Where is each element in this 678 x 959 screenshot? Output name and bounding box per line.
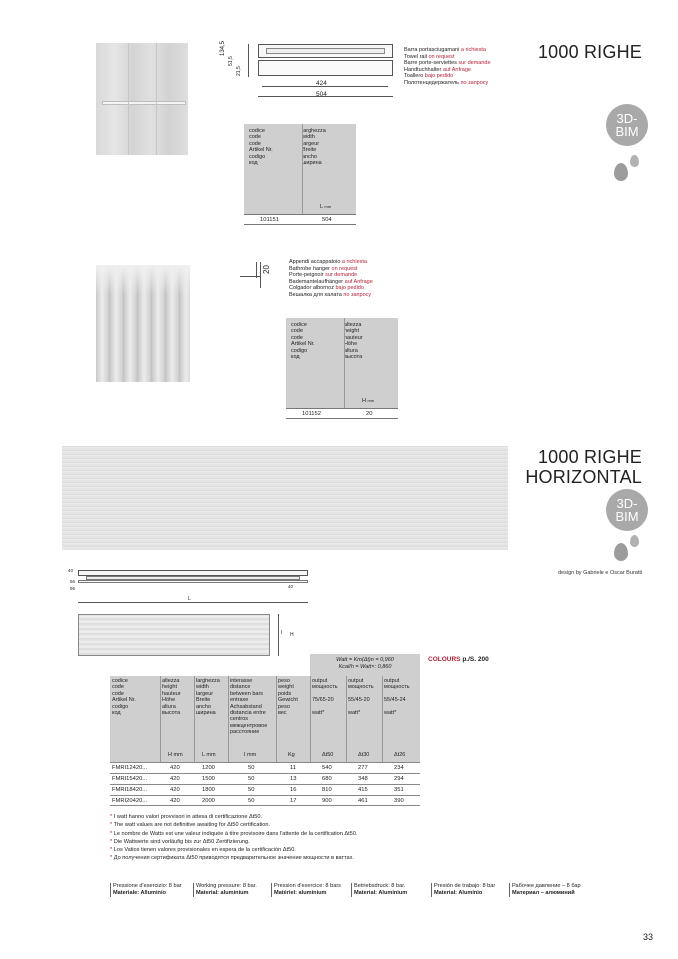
table-row: FMRI20420... 420 2000 50 17 900 461 390 bbox=[110, 795, 420, 806]
table-row: FMRI18420... 420 1800 50 16 810 415 351 bbox=[110, 784, 420, 795]
water-drop-small-icon bbox=[630, 155, 639, 167]
towel-rail-drawing bbox=[218, 40, 398, 110]
towel-rail-table-row: 101151 504 bbox=[244, 214, 356, 225]
horizontal-top-view-drawing: 40 56 96 40 L bbox=[64, 566, 314, 616]
footer-en: Working pressure: 8 bar. Material: aluminium bbox=[193, 883, 269, 897]
dim-h3: 21,5 bbox=[236, 66, 242, 76]
footer-de: Betriebsdruck: 8 bar. Material: Aluminium bbox=[351, 883, 429, 897]
footer-fr: Pression d'exercice: 8 bars Matériel: aluminium bbox=[271, 883, 349, 897]
dim-height-total: 134,5 bbox=[220, 40, 226, 56]
design-credit: design by Gabriele e Oscar Buratti bbox=[558, 570, 643, 576]
horizontal-radiator-photo bbox=[62, 446, 508, 550]
bathrobe-hanger-spec-table: codice code code Artikel Nr. codigo код altezza height hauteur Höhe altura высота H mm bbox=[286, 318, 398, 408]
footer-it: Pressione d'esercizio: 8 bar Materiale: Alluminio bbox=[110, 883, 190, 897]
bathrobe-hanger-table-row: 101152 20 bbox=[286, 408, 398, 419]
towel-rail-photo bbox=[96, 43, 188, 155]
dim-h2: 51,5 bbox=[228, 56, 234, 66]
output-formula-box: Watt = Km(Δt)n = 0,960 Kcal/h = Watt×: 0,860 bbox=[310, 654, 420, 676]
footer-es: Presión de trabajo: 8 bar Material: Aluminio bbox=[431, 883, 507, 897]
towel-rail-labels: Barra portasciugamani a richiesta Towel rail on request Barre porte-serviettes sur demande Handtuchhalter auf Anfrage Toallero bajo pedido Полотенцедержатель по запросу bbox=[404, 47, 491, 86]
water-drop-icon-2 bbox=[614, 543, 628, 561]
water-drop-icon bbox=[614, 163, 628, 181]
table-row: FMRI15420... 420 1500 50 13 680 348 294 bbox=[110, 773, 420, 784]
bim-badge-1: 3D- BIM bbox=[606, 104, 648, 146]
section2-title: 1000 RIGHE HORIZONTAL bbox=[525, 447, 642, 487]
hanger-dim: 20 bbox=[262, 265, 271, 274]
bathrobe-hanger-drawing bbox=[236, 258, 276, 298]
page-number: 33 bbox=[643, 932, 654, 942]
bathrobe-hanger-photo bbox=[96, 265, 190, 382]
horizontal-spec-table-header: codice code code Artikel Nr. codigo код altezza height hauteur Höhe altura высота larghezza width largeur Breite ancho ширина interasse distance between bars entraxe Achsabstand distancia entre centros межцентровое расстояние peso weight poids Gewicht peso вес output мощность 75/65-20 watt* output мощность 55/45-20 watt* output мощность 55/45-24 watt* H mm L mm I mm Kg Δt50 Δt30 Δt26 bbox=[110, 676, 420, 762]
table-row: FMRI12420... 420 1200 50 11 540 277 234 bbox=[110, 762, 420, 773]
certification-notes: * I watt hanno valori provvisori in attesa di certificazione Δt50. * The watt values are not definitive awaiting for Δt50 certification. * Le nombre de Watts est une valeur indiquée à titre provisoire dans l'attente de la certification Δt50. * Die Wattwerte sind vorläufig bis zur Δt50 Zertifizierung. * Los Vatios tienen valores provisionales en espera de la certificación Δt50. * До получения сертификата Δt50 приводятся предварительное значение мощности в ваттах. bbox=[110, 814, 358, 862]
horizontal-front-view-drawing bbox=[78, 614, 270, 656]
water-drop-small-icon-2 bbox=[630, 535, 639, 547]
dim-inner-width: 424 bbox=[316, 80, 327, 87]
bathrobe-hanger-labels: Appendi accappatoio a richiesta Bathrobe hanger on request Porte-peignoir sur demande Bademantelaufhänger auf Anfrage Colgador albornoz bajo pedido Вешалка для халата по запросу bbox=[289, 259, 373, 298]
colours-reference[interactable]: COLOURS p./S. 200 bbox=[428, 656, 489, 663]
bim-badge-2: 3D- BIM bbox=[606, 489, 648, 531]
footer-ru: Рабочее давление – 8 бар Материал – алюминий bbox=[509, 883, 589, 897]
section1-title: 1000 RIGHE bbox=[537, 42, 642, 62]
dim-outer-width: 504 bbox=[316, 91, 327, 98]
towel-rail-spec-table: codice code code Artikel Nr. codigo код larghezza width largeur Breite ancho ширина L mm bbox=[244, 124, 356, 214]
